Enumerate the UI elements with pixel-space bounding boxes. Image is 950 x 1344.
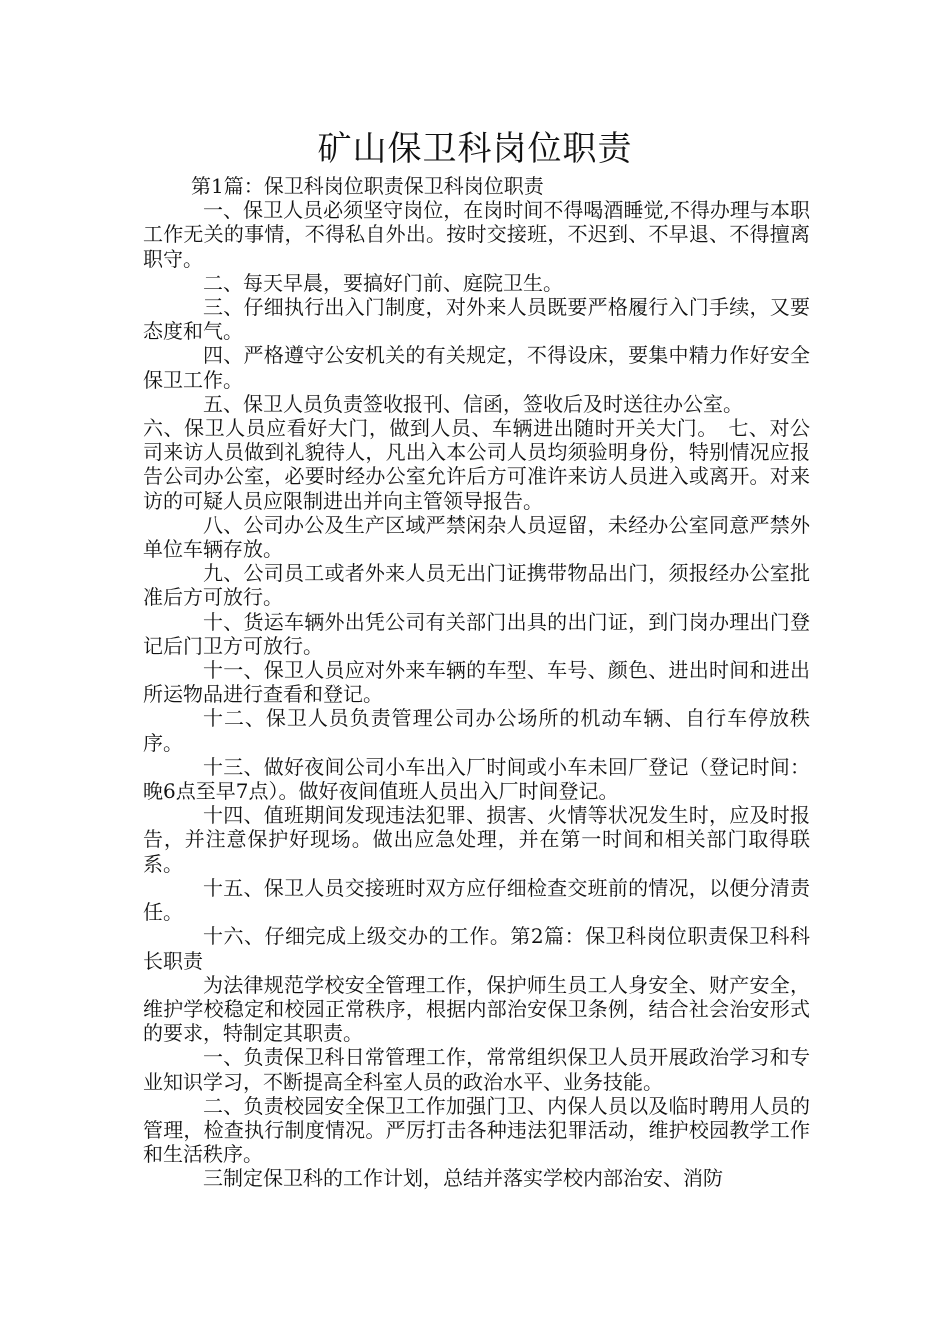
- paragraph: 八、公司办公及生产区域严禁闲杂人员逗留，未经办公室同意严禁外单位车辆存放。: [143, 512, 810, 562]
- paragraph: 五、保卫人员负责签收报刊、信函，签收后及时送往办公室。: [203, 391, 743, 416]
- paragraph: 四、严格遵守公安机关的有关规定，不得设床，要集中精力作好安全保卫工作。: [143, 343, 810, 392]
- paragraph: 十三、做好夜间公司小车出入厂时间或小车未回厂登记（登记时间：晚6点至早7点）。做好夜间值班人员出入厂时间登记。: [143, 754, 810, 804]
- paragraph: 十、货运车辆外出凭公司有关部门出具的出门证，到门岗办理出门登记后门卫方可放行。: [143, 609, 810, 658]
- paragraph: 一、负责保卫科日常管理工作，常常组织保卫人员开展政治学习和专业知识学习，不断提高全科室人员的政治水平、业务技能。: [143, 1045, 810, 1094]
- document-body: [143, 174, 810, 1191]
- paragraph: 二、每天早晨，要搞好门前、庭院卫生。: [203, 270, 563, 295]
- paragraph: 十二、保卫人员负责管理公司办公场所的机动车辆、自行车停放秩序。: [143, 706, 810, 755]
- document-title: 矿山保卫科岗位职责: [317, 129, 633, 169]
- paragraph: 十四、值班期间发现违法犯罪、损害、火情等状况发生时，应及时报告，并注意保护好现场。做出应急处理，并在第一时间和相关部门取得联系。: [143, 803, 810, 876]
- paragraph: 十一、保卫人员应对外来车辆的车型、车号、颜色、进出时间和进出所运物品进行查看和登记。: [143, 658, 810, 707]
- paragraph: 为法律规范学校安全管理工作，保护师生员工人身安全、财产安全，维护学校稳定和校园正常秩序，根据内部治安保卫条例，结合社会治安形式的要求，特制定其职责。: [143, 972, 810, 1046]
- paragraph: 三制定保卫科的工作计划，总结并落实学校内部治安、消防: [203, 1166, 723, 1191]
- paragraph: 第1篇：保卫科岗位职责保卫科岗位职责: [191, 174, 544, 198]
- paragraph: 二、负责校园安全保卫工作加强门卫、内保人员以及临时聘用人员的管理，检查执行制度情况。严厉打击各种违法犯罪活动，维护校园教学工作和生活秩序。: [143, 1093, 810, 1167]
- paragraph: 一、保卫人员必须坚守岗位，在岗时间不得喝酒睡觉,不得办理与本职工作无关的事情，不得私自外出。按时交接班，不迟到、不早退、不得擅离职守。: [143, 198, 810, 271]
- paragraph: 三、仔细执行出入门制度，对外来人员既要严格履行入门手续，又要态度和气。: [143, 295, 810, 344]
- paragraph: 六、保卫人员应看好大门，做到人员、车辆进出随时开关大门。 七、对公司来访人员做到礼貌待人，凡出入本公司人员均须验明身份，特别情况应报告公司办公室，必要时经办公室允许后方可准许来访人员进入或离开。对来访的可疑人员应限制进出并向主管领导报告。: [143, 416, 810, 513]
- paragraph: 九、公司员工或者外来人员无出门证携带物品出门，须报经办公室批准后方可放行。: [143, 561, 810, 610]
- paragraph: 十五、保卫人员交接班时双方应仔细检查交班前的情况，以便分清责任。: [143, 875, 810, 925]
- paragraph: 十六、仔细完成上级交办的工作。第2篇：保卫科岗位职责保卫科科长职责: [143, 924, 810, 973]
